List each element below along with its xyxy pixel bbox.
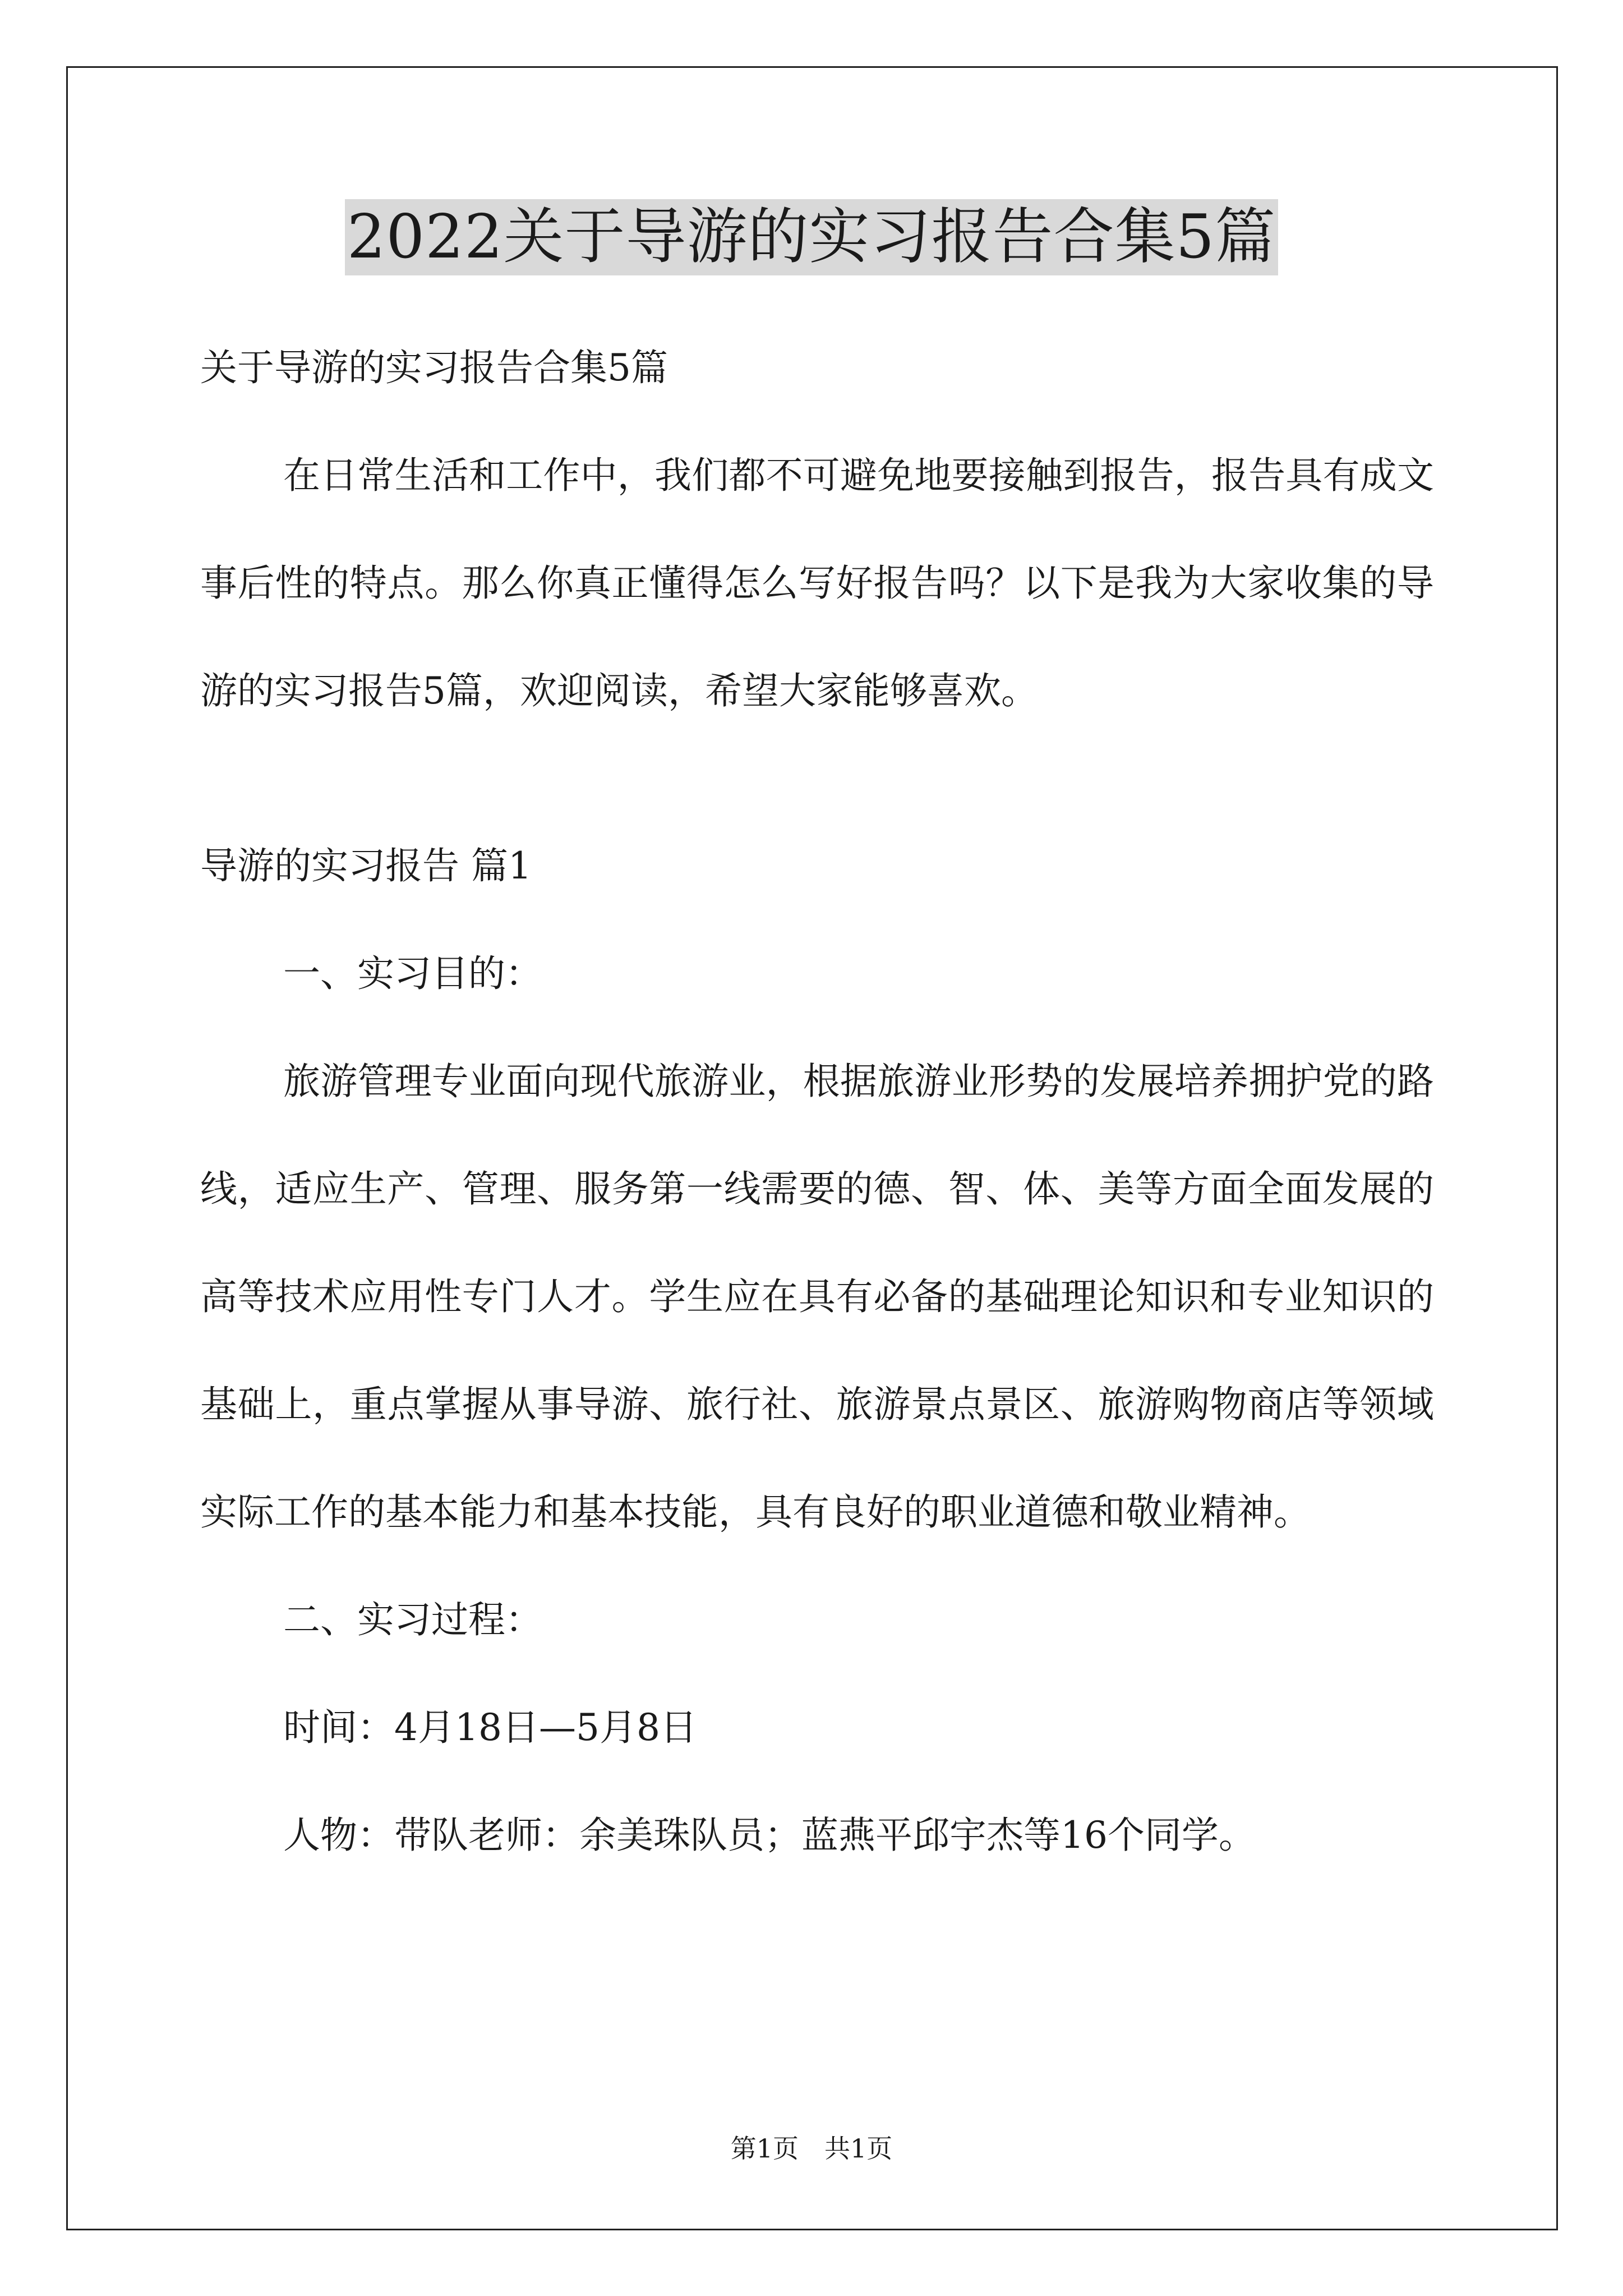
page-footer: 第1页 共1页 bbox=[730, 2133, 893, 2164]
purpose-paragraph: 旅游管理专业面向现代旅游业，根据旅游业形势的发展培养拥护党的路线，适应生产、管理、服务第一线需要的德、智、体、美等方面全面发展的高等技术应用性专门人才。学生应在具有必备的基础理论知识和专业知识的基础上，重点掌握从事导游、旅行社、旅游景点景区、旅游购物商店等领域实际工作的基本能力和基本技能，具有良好的职业道德和敬业精神。 bbox=[200, 1060, 1434, 1534]
document-title: 2022关于导游的实习报告合集5篇 bbox=[345, 199, 1279, 275]
document-subtitle: 关于导游的实习报告合集5篇 bbox=[200, 346, 668, 389]
time-line: 时间：4月18日—5月8日 bbox=[283, 1706, 697, 1749]
section-heading: 导游的实习报告 篇1 bbox=[200, 844, 532, 887]
document-body bbox=[200, 314, 1434, 1889]
intro-paragraph: 在日常生活和工作中，我们都不可避免地要接触到报告，报告具有成文事后性的特点。那么你真正懂得怎么写好报告吗？以下是我为大家收集的导游的实习报告5篇，欢迎阅读，希望大家能够喜欢。 bbox=[200, 454, 1434, 712]
title-container bbox=[0, 199, 1623, 275]
people-line: 人物：带队老师：余美珠队员；蓝燕平邱宇杰等16个同学。 bbox=[283, 1814, 1256, 1857]
heading-process: 二、实习过程： bbox=[283, 1598, 542, 1641]
heading-purpose: 一、实习目的： bbox=[283, 952, 542, 995]
